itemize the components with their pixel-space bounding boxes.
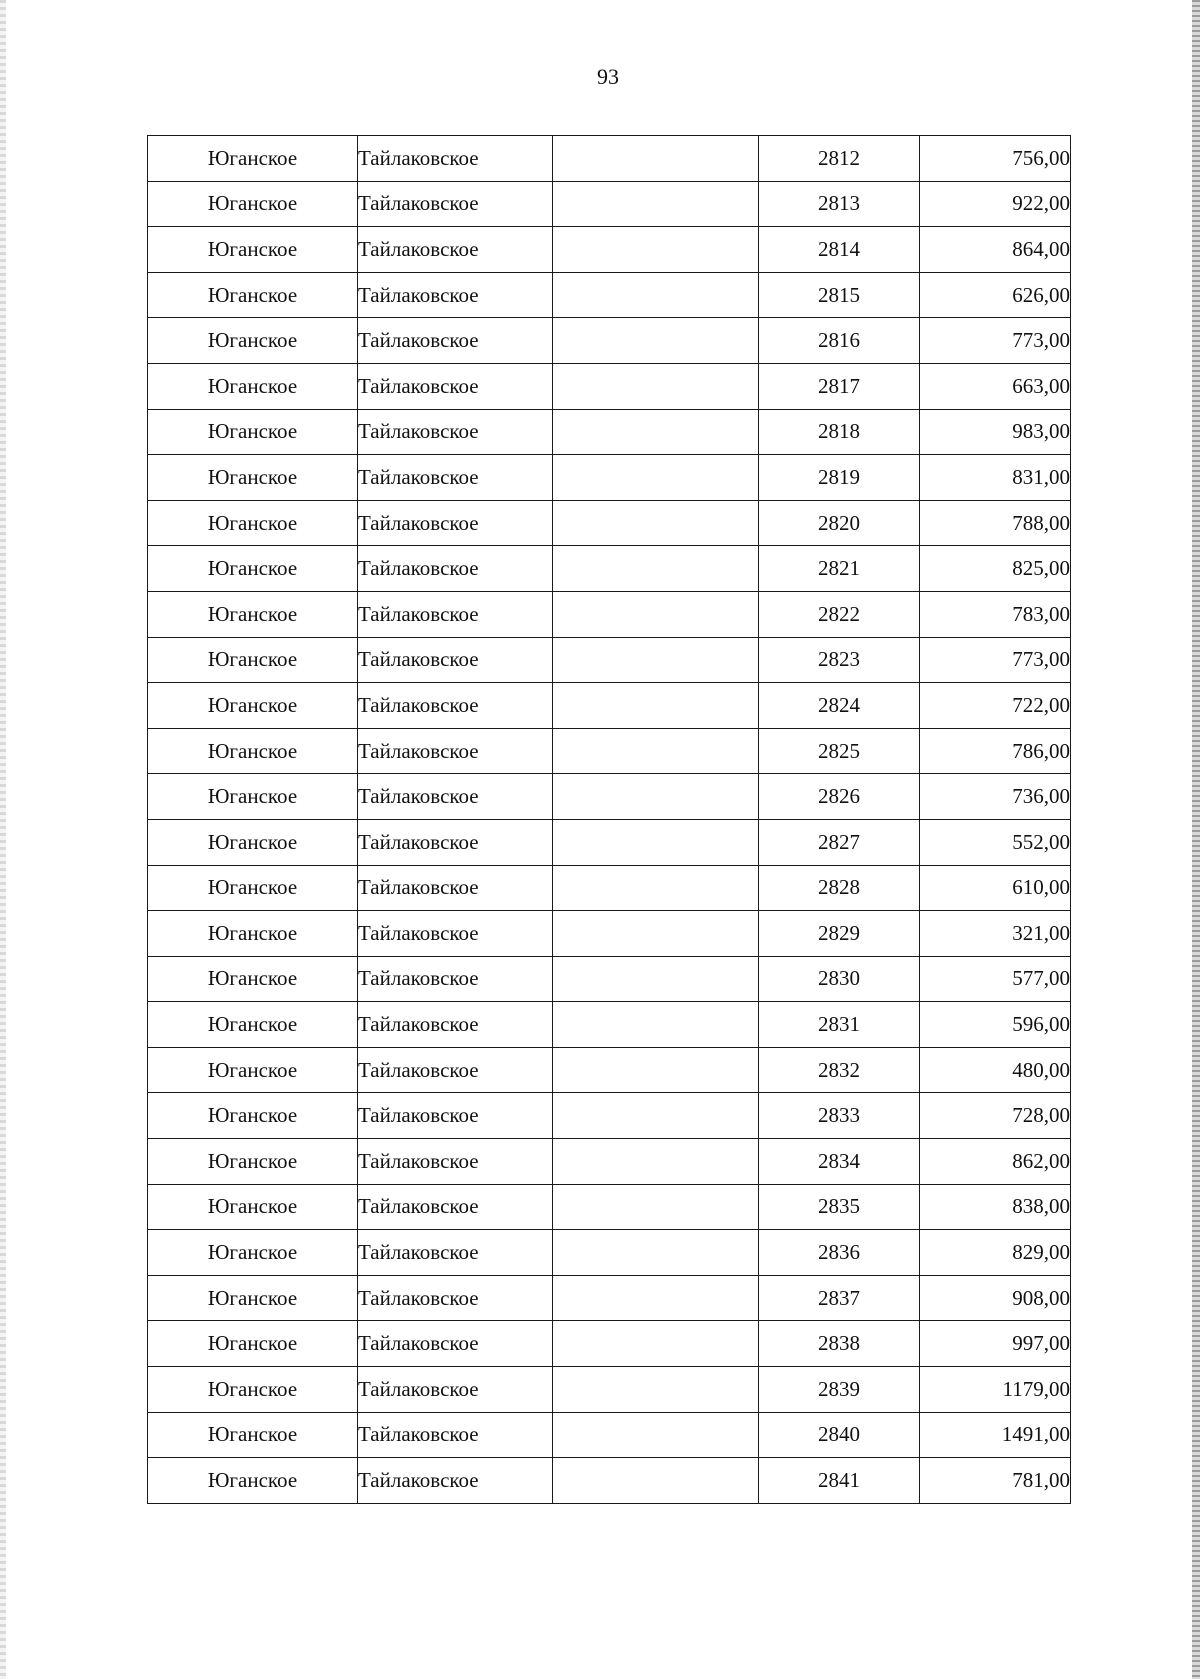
blank-cell xyxy=(553,1458,759,1504)
value-cell: 831,00 xyxy=(920,455,1071,501)
table-row xyxy=(148,136,1071,182)
field-name-cell: Юганское xyxy=(148,1230,358,1276)
table-row xyxy=(148,500,1071,546)
area-name-cell: Тайлаковское xyxy=(358,591,553,637)
table-row xyxy=(148,865,1071,911)
field-name-cell: Юганское xyxy=(148,1458,358,1504)
area-name-cell: Тайлаковское xyxy=(358,1184,553,1230)
plot-number-cell: 2835 xyxy=(759,1184,920,1230)
table-row xyxy=(148,181,1071,227)
field-name-cell: Юганское xyxy=(148,683,358,729)
plot-number-cell: 2823 xyxy=(759,637,920,683)
table-row xyxy=(148,956,1071,1002)
field-name-cell: Юганское xyxy=(148,318,358,364)
plot-number-cell: 2839 xyxy=(759,1367,920,1413)
plot-number-cell: 2818 xyxy=(759,409,920,455)
area-name-cell: Тайлаковское xyxy=(358,1412,553,1458)
table-row xyxy=(148,1458,1071,1504)
register-table-body xyxy=(148,136,1071,1504)
value-cell: 722,00 xyxy=(920,683,1071,729)
value-cell: 773,00 xyxy=(920,318,1071,364)
table-row xyxy=(148,637,1071,683)
table-row xyxy=(148,272,1071,318)
field-name-cell: Юганское xyxy=(148,1367,358,1413)
blank-cell xyxy=(553,774,759,820)
blank-cell xyxy=(553,1002,759,1048)
area-name-cell: Тайлаковское xyxy=(358,227,553,273)
value-cell: 610,00 xyxy=(920,865,1071,911)
table-row xyxy=(148,683,1071,729)
plot-number-cell: 2836 xyxy=(759,1230,920,1276)
value-cell: 596,00 xyxy=(920,1002,1071,1048)
value-cell: 736,00 xyxy=(920,774,1071,820)
scan-edge-left xyxy=(0,0,6,1679)
table-row xyxy=(148,227,1071,273)
plot-number-cell: 2822 xyxy=(759,591,920,637)
blank-cell xyxy=(553,1230,759,1276)
table-row xyxy=(148,363,1071,409)
field-name-cell: Юганское xyxy=(148,1093,358,1139)
value-cell: 663,00 xyxy=(920,363,1071,409)
field-name-cell: Юганское xyxy=(148,272,358,318)
value-cell: 908,00 xyxy=(920,1275,1071,1321)
plot-number-cell: 2826 xyxy=(759,774,920,820)
table-row xyxy=(148,819,1071,865)
plot-number-cell: 2816 xyxy=(759,318,920,364)
area-name-cell: Тайлаковское xyxy=(358,1139,553,1185)
field-name-cell: Юганское xyxy=(148,1321,358,1367)
blank-cell xyxy=(553,1047,759,1093)
plot-number-cell: 2821 xyxy=(759,546,920,592)
table-row xyxy=(148,591,1071,637)
field-name-cell: Юганское xyxy=(148,637,358,683)
value-cell: 781,00 xyxy=(920,1458,1071,1504)
table-row xyxy=(148,911,1071,957)
table-row xyxy=(148,774,1071,820)
blank-cell xyxy=(553,819,759,865)
area-name-cell: Тайлаковское xyxy=(358,1230,553,1276)
plot-number-cell: 2834 xyxy=(759,1139,920,1185)
area-name-cell: Тайлаковское xyxy=(358,409,553,455)
plot-number-cell: 2827 xyxy=(759,819,920,865)
area-name-cell: Тайлаковское xyxy=(358,1321,553,1367)
value-cell: 756,00 xyxy=(920,136,1071,182)
value-cell: 626,00 xyxy=(920,272,1071,318)
plot-number-cell: 2840 xyxy=(759,1412,920,1458)
table-row xyxy=(148,1002,1071,1048)
blank-cell xyxy=(553,455,759,501)
field-name-cell: Юганское xyxy=(148,956,358,1002)
table-row xyxy=(148,1230,1071,1276)
plot-number-cell: 2813 xyxy=(759,181,920,227)
field-name-cell: Юганское xyxy=(148,1047,358,1093)
area-name-cell: Тайлаковское xyxy=(358,272,553,318)
field-name-cell: Юганское xyxy=(148,865,358,911)
value-cell: 864,00 xyxy=(920,227,1071,273)
field-name-cell: Юганское xyxy=(148,1184,358,1230)
plot-number-cell: 2814 xyxy=(759,227,920,273)
value-cell: 922,00 xyxy=(920,181,1071,227)
value-cell: 997,00 xyxy=(920,1321,1071,1367)
value-cell: 983,00 xyxy=(920,409,1071,455)
area-name-cell: Тайлаковское xyxy=(358,774,553,820)
blank-cell xyxy=(553,136,759,182)
field-name-cell: Юганское xyxy=(148,1139,358,1185)
blank-cell xyxy=(553,1321,759,1367)
value-cell: 786,00 xyxy=(920,728,1071,774)
area-name-cell: Тайлаковское xyxy=(358,683,553,729)
blank-cell xyxy=(553,591,759,637)
table-row xyxy=(148,546,1071,592)
value-cell: 1179,00 xyxy=(920,1367,1071,1413)
area-name-cell: Тайлаковское xyxy=(358,1367,553,1413)
value-cell: 577,00 xyxy=(920,956,1071,1002)
blank-cell xyxy=(553,637,759,683)
blank-cell xyxy=(553,1184,759,1230)
area-name-cell: Тайлаковское xyxy=(358,1047,553,1093)
blank-cell xyxy=(553,546,759,592)
table-row xyxy=(148,1412,1071,1458)
field-name-cell: Юганское xyxy=(148,1275,358,1321)
plot-number-cell: 2833 xyxy=(759,1093,920,1139)
plot-number-cell: 2841 xyxy=(759,1458,920,1504)
blank-cell xyxy=(553,1093,759,1139)
field-name-cell: Юганское xyxy=(148,591,358,637)
area-name-cell: Тайлаковское xyxy=(358,1458,553,1504)
area-name-cell: Тайлаковское xyxy=(358,181,553,227)
plot-number-cell: 2829 xyxy=(759,911,920,957)
table-row xyxy=(148,728,1071,774)
table-row xyxy=(148,455,1071,501)
field-name-cell: Юганское xyxy=(148,227,358,273)
field-name-cell: Юганское xyxy=(148,455,358,501)
field-name-cell: Юганское xyxy=(148,136,358,182)
area-name-cell: Тайлаковское xyxy=(358,455,553,501)
value-cell: 773,00 xyxy=(920,637,1071,683)
table-row xyxy=(148,1139,1071,1185)
field-name-cell: Юганское xyxy=(148,181,358,227)
blank-cell xyxy=(553,272,759,318)
scan-edge-right xyxy=(1192,0,1200,1679)
value-cell: 788,00 xyxy=(920,500,1071,546)
plot-number-cell: 2830 xyxy=(759,956,920,1002)
field-name-cell: Юганское xyxy=(148,911,358,957)
blank-cell xyxy=(553,1412,759,1458)
area-name-cell: Тайлаковское xyxy=(358,911,553,957)
blank-cell xyxy=(553,865,759,911)
area-name-cell: Тайлаковское xyxy=(358,500,553,546)
area-name-cell: Тайлаковское xyxy=(358,819,553,865)
value-cell: 838,00 xyxy=(920,1184,1071,1230)
field-name-cell: Юганское xyxy=(148,1002,358,1048)
area-name-cell: Тайлаковское xyxy=(358,637,553,683)
blank-cell xyxy=(553,227,759,273)
value-cell: 829,00 xyxy=(920,1230,1071,1276)
area-name-cell: Тайлаковское xyxy=(358,1002,553,1048)
field-name-cell: Юганское xyxy=(148,819,358,865)
value-cell: 783,00 xyxy=(920,591,1071,637)
plot-number-cell: 2819 xyxy=(759,455,920,501)
value-cell: 728,00 xyxy=(920,1093,1071,1139)
table-row xyxy=(148,1047,1071,1093)
field-name-cell: Юганское xyxy=(148,728,358,774)
blank-cell xyxy=(553,500,759,546)
plot-number-cell: 2838 xyxy=(759,1321,920,1367)
plot-number-cell: 2832 xyxy=(759,1047,920,1093)
blank-cell xyxy=(553,409,759,455)
plot-number-cell: 2825 xyxy=(759,728,920,774)
plot-number-cell: 2828 xyxy=(759,865,920,911)
plot-number-cell: 2817 xyxy=(759,363,920,409)
value-cell: 1491,00 xyxy=(920,1412,1071,1458)
value-cell: 321,00 xyxy=(920,911,1071,957)
area-name-cell: Тайлаковское xyxy=(358,1275,553,1321)
table-row xyxy=(148,1184,1071,1230)
value-cell: 825,00 xyxy=(920,546,1071,592)
area-name-cell: Тайлаковское xyxy=(358,956,553,1002)
plot-number-cell: 2812 xyxy=(759,136,920,182)
blank-cell xyxy=(553,683,759,729)
plot-number-cell: 2824 xyxy=(759,683,920,729)
blank-cell xyxy=(553,728,759,774)
area-name-cell: Тайлаковское xyxy=(358,728,553,774)
blank-cell xyxy=(553,318,759,364)
area-name-cell: Тайлаковское xyxy=(358,363,553,409)
table-row xyxy=(148,1093,1071,1139)
field-name-cell: Юганское xyxy=(148,363,358,409)
plot-number-cell: 2815 xyxy=(759,272,920,318)
plot-number-cell: 2820 xyxy=(759,500,920,546)
table-row xyxy=(148,318,1071,364)
field-name-cell: Юганское xyxy=(148,409,358,455)
table-row xyxy=(148,409,1071,455)
blank-cell xyxy=(553,1139,759,1185)
field-name-cell: Юганское xyxy=(148,500,358,546)
register-table xyxy=(147,135,1071,1504)
table-row xyxy=(148,1321,1071,1367)
value-cell: 480,00 xyxy=(920,1047,1071,1093)
blank-cell xyxy=(553,1367,759,1413)
plot-number-cell: 2831 xyxy=(759,1002,920,1048)
field-name-cell: Юганское xyxy=(148,546,358,592)
table-row xyxy=(148,1367,1071,1413)
page-number: 93 xyxy=(597,64,619,89)
blank-cell xyxy=(553,181,759,227)
blank-cell xyxy=(553,956,759,1002)
field-name-cell: Юганское xyxy=(148,1412,358,1458)
value-cell: 552,00 xyxy=(920,819,1071,865)
value-cell: 862,00 xyxy=(920,1139,1071,1185)
blank-cell xyxy=(553,363,759,409)
area-name-cell: Тайлаковское xyxy=(358,865,553,911)
area-name-cell: Тайлаковское xyxy=(358,1093,553,1139)
table-row xyxy=(148,1275,1071,1321)
area-name-cell: Тайлаковское xyxy=(358,136,553,182)
area-name-cell: Тайлаковское xyxy=(358,318,553,364)
plot-number-cell: 2837 xyxy=(759,1275,920,1321)
blank-cell xyxy=(553,911,759,957)
blank-cell xyxy=(553,1275,759,1321)
field-name-cell: Юганское xyxy=(148,774,358,820)
area-name-cell: Тайлаковское xyxy=(358,546,553,592)
